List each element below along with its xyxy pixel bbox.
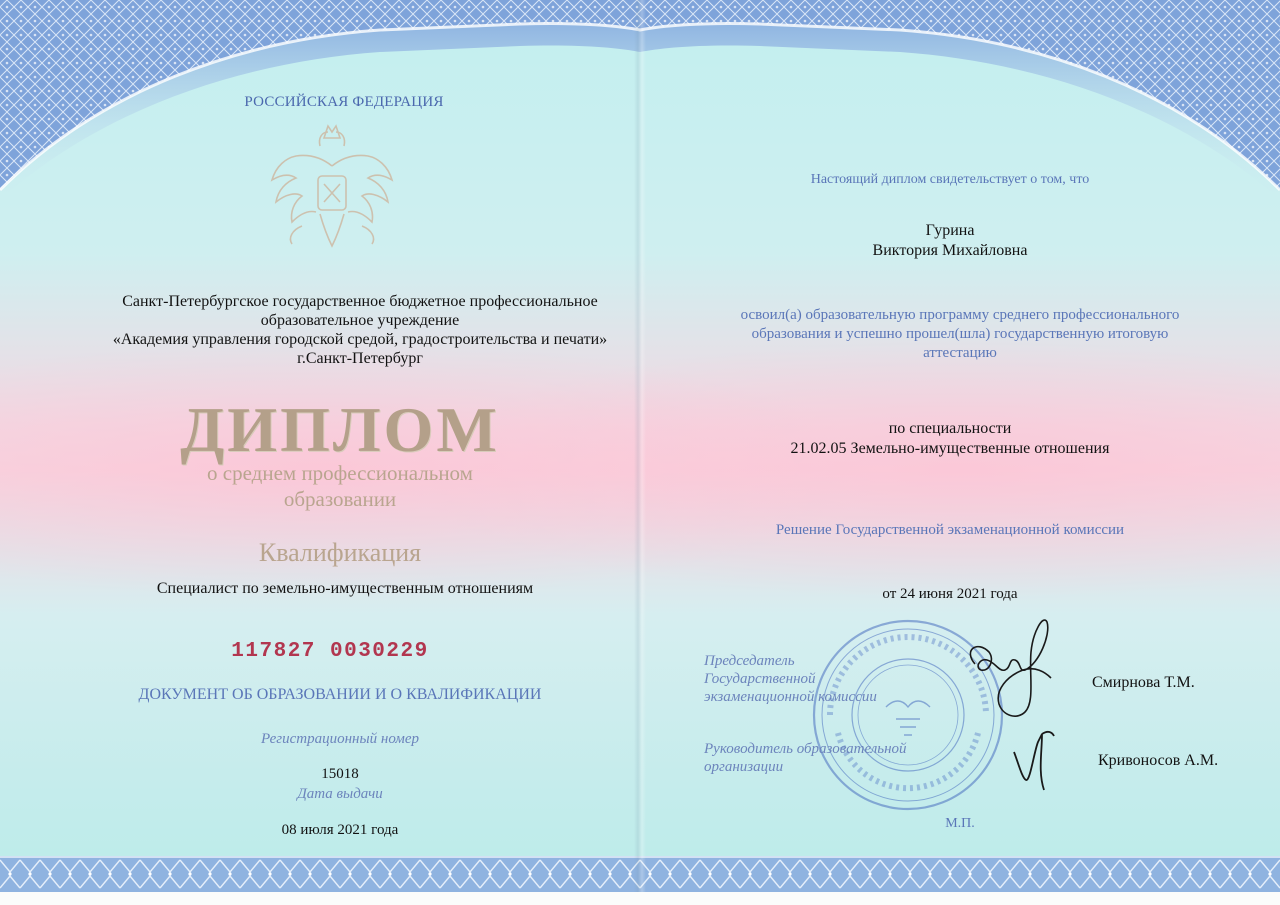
specialty-label: по специальности	[888, 420, 1012, 437]
issue-date-label: Дата выдачи	[297, 786, 383, 802]
registration-number: 15018	[321, 766, 359, 782]
chair-title-line: экзаменационной комиссии	[704, 689, 877, 705]
chair-signature	[955, 612, 1065, 722]
qualification-value: Специалист по земельно-имущественным отношениям	[156, 580, 534, 597]
serial-number: 117827 0030229	[231, 640, 429, 663]
seal-place-mark: М.П.	[945, 816, 975, 831]
program-line: освоил(а) образовательную программу среднего профессионального	[740, 307, 1180, 323]
specialty-value: 21.02.05 Земельно-имущественные отношения	[790, 440, 1110, 457]
diploma-title: ДИПЛОМ	[180, 394, 500, 465]
institution-name	[60, 292, 660, 368]
center-fold	[634, 0, 646, 892]
program-line: аттестацию	[923, 345, 997, 361]
commission-decision: Решение Государственной экзаменационной комиссии	[775, 522, 1125, 538]
institution-line: Санкт-Петербургское государственное бюджетное профессиональное	[122, 293, 598, 310]
institution-line: образовательное учреждение	[260, 312, 460, 329]
chair-title-line: Председатель	[704, 653, 795, 669]
head-title	[704, 740, 964, 776]
program-statement	[690, 306, 1230, 363]
document-type: ДОКУМЕНТ ОБ ОБРАЗОВАНИИ И О КВАЛИФИКАЦИИ	[138, 686, 542, 703]
registration-label: Регистрационный номер	[260, 731, 419, 747]
program-line: образования и успешно прошел(шла) государственную итоговую	[751, 326, 1169, 342]
certify-text: Настоящий диплом свидетельствует о том, что	[810, 172, 1090, 187]
country-heading: РОССИЙСКАЯ ФЕДЕРАЦИЯ	[244, 94, 444, 110]
chair-title	[704, 652, 964, 706]
recipient-surname: Гурина	[925, 222, 975, 239]
head-name: Кривоносов А.М.	[1098, 752, 1219, 769]
institution-line: «Академия управления городской средой, градостроительства и печати»	[112, 331, 608, 348]
head-signature	[1008, 722, 1068, 792]
head-title-line: организации	[704, 759, 784, 775]
scan-margin	[0, 892, 1280, 905]
chair-name: Смирнова Т.М.	[1092, 674, 1195, 691]
head-title-line: Руководитель образовательной	[704, 741, 907, 757]
institution-line: г.Санкт-Петербург	[297, 350, 423, 367]
subtitle-line: образовании	[283, 487, 397, 511]
recipient-given-names: Виктория Михайловна	[872, 242, 1028, 259]
subtitle-line: о среднем профессиональном	[207, 461, 473, 485]
diploma-subtitle	[130, 460, 550, 512]
decision-date: от 24 июня 2021 года	[882, 586, 1018, 602]
issue-date: 08 июля 2021 года	[281, 822, 399, 838]
chair-title-line: Государственной	[704, 671, 816, 687]
double-headed-eagle-emblem-icon	[262, 118, 402, 254]
qualification-label: Квалификация	[258, 538, 422, 567]
